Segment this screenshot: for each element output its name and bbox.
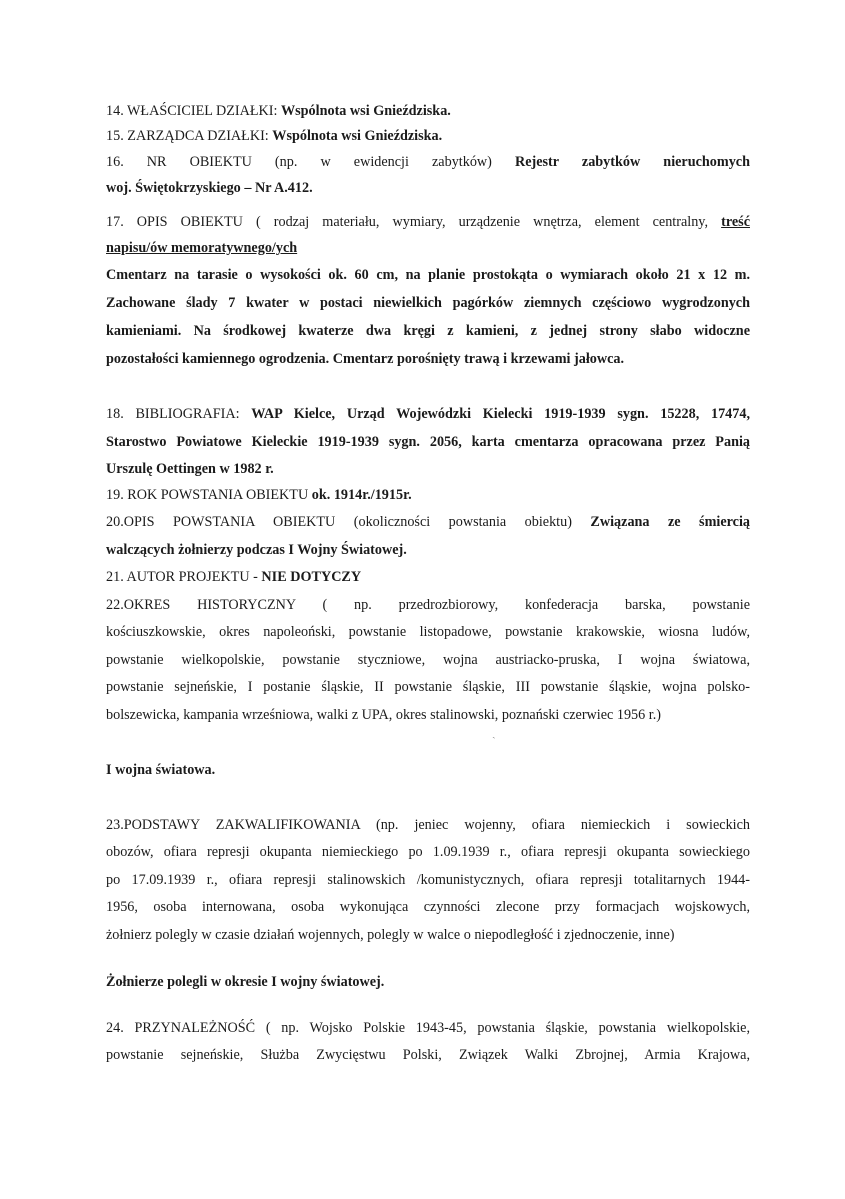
field-15-label: 15. ZARZĄDCA DZIAŁKI:	[106, 128, 273, 144]
field-21-value: NIE DOTYCZY	[261, 569, 362, 585]
field-23-line-3: po 17.09.1939 r., ofiara represji stalinowskich /komunistycznych, ofiara represji totalitarnych 1944-	[106, 872, 750, 888]
field-20-value-2: walczących żołnierzy podczas I Wojny Światowej.	[106, 542, 407, 558]
field-19-label: 19. ROK POWSTANIA OBIEKTU	[106, 487, 312, 503]
field-21-label: 21. AUTOR PROJEKTU -	[106, 569, 262, 585]
field-18-label: 18. BIBLIOGRAFIA:	[106, 406, 252, 422]
field-14-owner	[106, 102, 750, 120]
field-18-value-2: Starostwo Powiatowe Kieleckie 1919-1939 sygn. 2056, karta cmentarza opracowana przez Panią	[106, 434, 750, 450]
field-17-label: 17. OPIS OBIEKTU ( rodzaj materiału, wymiary, urządzenie wnętrza, element centralny,	[106, 214, 722, 230]
field-14-label: 14. WŁAŚCICIEL DZIAŁKI:	[106, 103, 281, 119]
field-20-value-1: Związana ze śmiercią	[590, 514, 751, 530]
field-16-value-2: woj. Świętokrzyskiego – Nr A.412.	[106, 180, 313, 196]
field-22-line-1: 22.OKRES HISTORYCZNY ( np. przedrozbiorowy, konfederacja barska, powstanie	[106, 597, 750, 613]
field-23-line-1: 23.PODSTAWY ZAKWALIFIKOWANIA (np. jeniec wojenny, ofiara niemieckich i sowieckich	[106, 817, 750, 833]
field-24-line-1: 24. PRZYNALEŻNOŚĆ ( np. Wojsko Polskie 1943-45, powstania śląskie, powstania wielkopolskie,	[106, 1020, 750, 1036]
field-14-value: Wspólnota wsi Gnieździska.	[280, 103, 451, 119]
field-17-body-line-4: pozostałości kamiennego ogrodzenia. Cmentarz porośnięty trawą i krzewami jałowca.	[106, 351, 625, 367]
field-20-label: 20.OPIS POWSTANIA OBIEKTU (okoliczności powstania obiektu)	[106, 514, 591, 530]
field-19-year	[106, 486, 750, 504]
field-18-bibliography	[106, 405, 750, 423]
field-17-description-label	[106, 213, 750, 231]
field-22-line-2: kościuszkowskie, okres napoleoński, powstanie listopadowe, powstanie krakowskie, wiosna ludów,	[106, 624, 750, 640]
field-19-value: ok. 1914r./1915r.	[311, 487, 412, 503]
field-21-author	[106, 568, 750, 586]
field-23-line-5: żołnierz polegly w czasie działań wojennych, polegly w walce o niepodległość i zjednoczenie, inne)	[106, 927, 675, 943]
field-15-value: Wspólnota wsi Gnieździska.	[272, 128, 443, 144]
field-20-origin	[106, 513, 750, 531]
field-16-object-number	[106, 153, 750, 171]
field-23-answer: Żołnierze polegli w okresie I wojny światowej.	[106, 974, 385, 990]
field-16-value-1: Rejestr zabytków nieruchomych	[514, 154, 750, 170]
field-17-body-line-1: Cmentarz na tarasie o wysokości ok. 60 cm, na planie prostokąta o wymiarach około 21 x 12 m.	[106, 267, 750, 283]
field-17-body-line-3: kamieniami. Na środkowej kwaterze dwa kręgi z kamieni, z jednej strony słabo widoczne	[106, 323, 750, 339]
field-23-line-4: 1956, osoba internowana, osoba wykonująca czynności zlecone przy formacjach wojskowych,	[106, 899, 750, 915]
field-22-line-5: bolszewicka, kampania wrześniowa, walki z UPA, okres stalinowski, poznański czerwiec 1956 r.)	[106, 707, 662, 723]
field-17-label-underlined-1: treść	[721, 214, 750, 230]
field-15-manager	[106, 127, 750, 145]
field-23-line-2: obozów, ofiara represji okupanta niemieckiego po 1.09.1939 r., ofiara represji okupanta sowieckiego	[106, 844, 750, 860]
field-24-line-2: powstanie sejneńskie, Służba Zwycięstwu Polski, Związek Walki Zbrojnej, Armia Krajowa,	[106, 1047, 750, 1063]
stray-mark: ˎ	[492, 727, 496, 739]
field-22-line-4: powstanie sejneńskie, I postanie śląskie, II powstanie śląskie, III powstanie śląskie, wojna polsko-	[106, 679, 750, 695]
field-18-value-1: WAP Kielce, Urząd Wojewódzki Kielecki 1919-1939 sygn. 15228, 17474,	[251, 406, 751, 422]
field-22-line-3: powstanie wielkopolskie, powstanie styczniowe, wojna austriacko-pruska, I wojna światowa,	[106, 652, 750, 668]
field-17-body-line-2: Zachowane ślady 7 kwater w postaci niewielkich pagórków ziemnych częściowo wygrodzonych	[106, 295, 750, 311]
field-18-value-3: Urszulę Oettingen w 1982 r.	[106, 461, 274, 477]
field-16-label: 16. NR OBIEKTU (np. w ewidencji zabytków)	[106, 154, 515, 170]
field-17-label-underlined-2: napisu/ów memoratywnego/ych	[106, 240, 298, 256]
field-22-answer: I wojna światowa.	[106, 762, 216, 778]
